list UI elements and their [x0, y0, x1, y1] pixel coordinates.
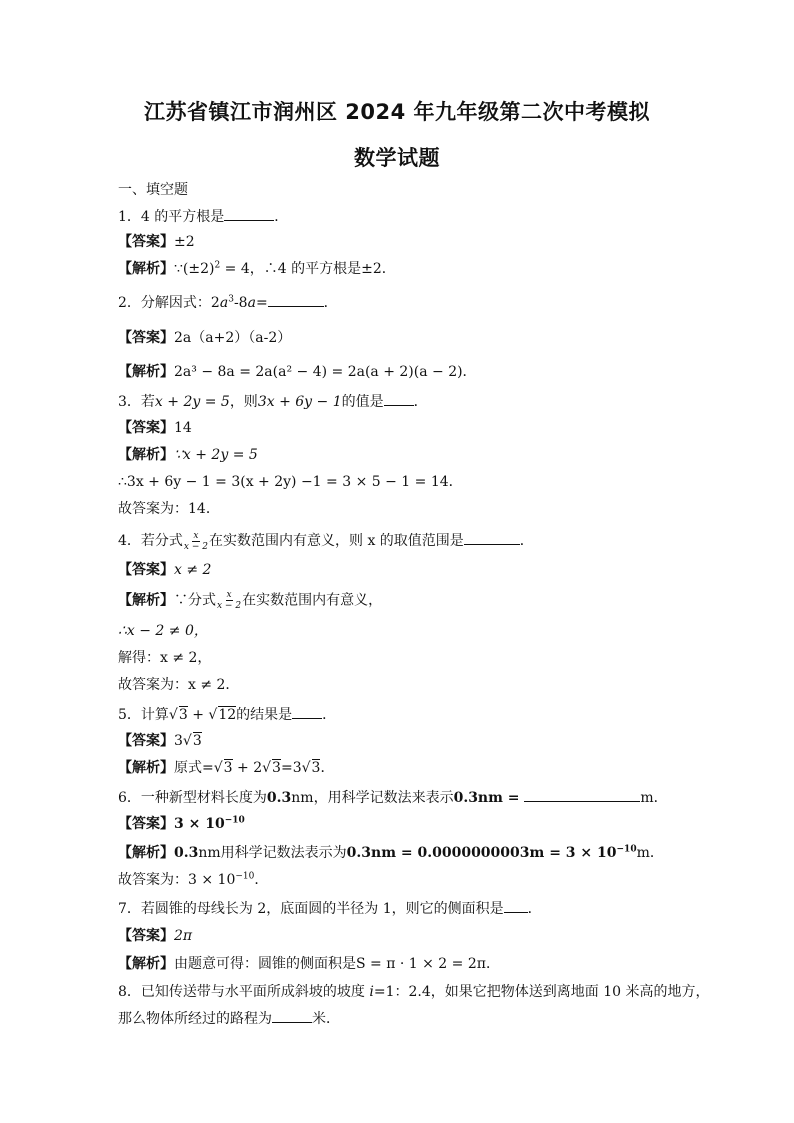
question-8-line2 — [118, 1008, 340, 1029]
exponent: −10 — [235, 871, 255, 882]
question-text: 在实数范围内有意义，则 x 的取值范围是 — [209, 533, 464, 549]
answer-blank — [464, 530, 520, 545]
question-text: =1：2.4，如果它把物体送到离地面 10 米高的地方， — [373, 984, 710, 1000]
answer-1 — [118, 232, 195, 252]
unit: nm — [291, 790, 314, 806]
exponent: 3 — [228, 294, 234, 305]
value: 0.3 — [174, 845, 199, 861]
exponent: −10 — [616, 844, 637, 855]
question-end: ． — [323, 295, 338, 311]
analysis-text: + 2 — [232, 760, 263, 776]
answer-value: ±2 — [174, 234, 195, 250]
question-number: 7． — [118, 901, 141, 917]
question-end: ． — [527, 901, 542, 917]
analysis-text: = 4，∴4 的平方根是±2． — [220, 261, 396, 277]
question-text: ，用科学记数法来表示 — [313, 790, 454, 806]
expression: 3x + 6y − 1 — [257, 394, 342, 410]
answer-value: x ≠ 2 — [174, 562, 212, 578]
analysis-2 — [118, 362, 477, 382]
radicand: 3 — [311, 760, 321, 776]
question-number: 5． — [118, 707, 141, 723]
fraction-denominator: x − 2 — [217, 601, 242, 611]
analysis-text: nm用科学记数法表示为 — [198, 845, 347, 861]
answer-blank — [224, 206, 274, 221]
fraction-numerator: x — [226, 590, 232, 600]
question-end: ． — [413, 394, 428, 410]
question-text: 的结果是 — [236, 707, 293, 723]
analysis-tag: 【解析】 — [118, 592, 174, 609]
question-text: 4 的平方根是 — [140, 209, 225, 225]
question-number: 8． — [118, 984, 141, 1000]
answer-7 — [118, 926, 192, 946]
analysis-text: 在实数范围内有意义， — [242, 592, 383, 609]
answer-2 — [118, 328, 291, 348]
analysis-7 — [118, 954, 500, 974]
answer-tag: 【答案】 — [118, 330, 174, 346]
operator: + — [187, 707, 209, 723]
answer-tag: 【答案】 — [118, 562, 174, 578]
answer-blank — [268, 292, 324, 307]
analysis-end: ． — [320, 760, 335, 776]
answer-3 — [118, 418, 192, 438]
question-number: 1． — [118, 209, 141, 225]
value: 0.3 — [266, 790, 292, 806]
question-number: 4． — [118, 533, 141, 549]
answer-blank — [272, 1008, 312, 1023]
answer-tag: 【答案】 — [118, 234, 174, 250]
analysis-text: 0.3nm = 0.0000000003m = 3 × 10 — [346, 845, 617, 861]
fraction — [217, 590, 241, 611]
radicand: 3 — [178, 707, 188, 723]
expression: 0.3nm = — [453, 790, 525, 806]
exponent: −10 — [224, 815, 245, 826]
unit: m． — [640, 790, 668, 806]
conclusion-4: 故答案为：x ≠ 2． — [118, 677, 240, 693]
question-text: 若 — [140, 394, 155, 410]
answer-blank — [524, 787, 640, 802]
conclusion-3: 故答案为：14． — [118, 501, 220, 517]
analysis-text: 由题意可得：圆锥的侧面积是S = π · 1 × 2 = 2π． — [174, 956, 500, 972]
radicand: 12 — [218, 707, 237, 723]
question-end: 米． — [312, 1011, 340, 1027]
answer-value: 14 — [174, 420, 192, 436]
conclusion-text: 故答案为：3 × 10 — [118, 872, 236, 888]
question-end: ． — [322, 707, 337, 723]
equals: = — [255, 295, 268, 311]
analysis-6 — [118, 843, 664, 863]
question-1 — [118, 206, 288, 227]
analysis-tag: 【解析】 — [118, 447, 174, 463]
answer-blank — [384, 391, 414, 406]
answer-4 — [118, 560, 211, 580]
analysis-tag: 【解析】 — [118, 956, 174, 972]
analysis-text: ∵x + 2y = 5 — [174, 447, 258, 463]
question-number: 3． — [118, 394, 141, 410]
analysis-text: 原式= — [174, 760, 214, 776]
analysis-tag: 【解析】 — [118, 760, 174, 776]
question-number: 6． — [118, 790, 141, 806]
answer-tag: 【答案】 — [118, 928, 174, 944]
fraction — [184, 531, 208, 552]
exponent: 2 — [214, 260, 221, 271]
question-number: 2． — [118, 295, 141, 311]
answer-value: 3 — [174, 733, 183, 749]
analysis-text: ∵分式 — [174, 592, 216, 609]
conclusion-end: ． — [254, 872, 269, 888]
question-end: ． — [519, 533, 534, 549]
question-text: 若圆锥的母线长为 2，底面圆的半径为 1，则它的侧面积是 — [140, 901, 504, 917]
question-text: 一种新型材料长度为 — [140, 790, 267, 806]
condition: x + 2y = 5 — [154, 394, 230, 410]
question-end: ． — [274, 209, 289, 225]
question-text: 分解因式：2 — [140, 295, 220, 311]
document-title: 江苏省镇江市润州区 2024 年九年级第二次中考模拟 — [143, 100, 651, 124]
question-text: 的值是 — [341, 394, 384, 410]
analysis-3 — [118, 445, 258, 465]
analysis-4 — [118, 590, 382, 611]
question-7 — [118, 898, 542, 919]
answer-5: 【答案】3√3 — [118, 733, 202, 749]
question-2 — [118, 292, 338, 313]
answer-blank — [292, 704, 322, 719]
question-6 — [118, 787, 668, 808]
answer-value: 3 × 10 — [174, 816, 225, 832]
analysis-text: 2a³ − 8a = 2a(a² − 4) = 2a(a + 2)(a − 2)． — [174, 364, 477, 380]
analysis-3-step: ∴3x + 6y − 1 = 3(x + 2y) −1 = 3 × 5 − 1 = 14． — [118, 474, 463, 490]
fraction-numerator: x — [193, 530, 199, 541]
analysis-tag: 【解析】 — [118, 261, 174, 277]
answer-6 — [118, 814, 245, 834]
analysis-text: ∵(±2) — [174, 261, 215, 277]
radicand: 3 — [223, 760, 233, 776]
conclusion-6 — [118, 870, 268, 890]
answer-value: 2π — [174, 928, 193, 944]
analysis-tag: 【解析】 — [118, 364, 174, 380]
question-text: -8 — [233, 295, 248, 311]
answer-value: 2a（a+2）（a-2） — [174, 330, 292, 346]
variable: a — [247, 295, 256, 311]
answer-tag: 【答案】 — [118, 816, 174, 832]
analysis-1 — [118, 259, 396, 279]
analysis-4-solve: 解得：x ≠ 2， — [118, 650, 212, 666]
section-heading: 一、填空题 — [118, 182, 188, 198]
answer-tag: 【答案】 — [118, 733, 174, 749]
radicand: 3 — [192, 733, 202, 749]
variable: a — [219, 295, 229, 311]
question-text: 若分式 — [140, 533, 183, 549]
variable: i — [369, 984, 374, 1000]
analysis-text: =3 — [280, 760, 302, 776]
question-text: 计算 — [140, 707, 169, 723]
question-4 — [118, 530, 534, 552]
question-5: 5．计算√3 + √12的结果是 ． — [118, 704, 336, 725]
radicand: 3 — [272, 760, 281, 776]
fraction-denominator: x − 2 — [183, 541, 208, 552]
question-8 — [118, 982, 709, 1002]
answer-blank — [504, 898, 528, 913]
question-text: ，则 — [229, 394, 258, 410]
analysis-5: 【解析】原式=√3 + 2√3=3√3． — [118, 760, 335, 776]
document-subtitle: 数学试题 — [354, 146, 440, 170]
analysis-4-step: ∴x − 2 ≠ 0， — [118, 623, 208, 639]
question-3 — [118, 391, 428, 412]
question-text: 已知传送带与水平面所成斜坡的坡度 — [140, 984, 370, 1000]
question-text: 那么物体所经过的路程为 — [118, 1011, 272, 1027]
analysis-tag: 【解析】 — [118, 845, 174, 861]
answer-tag: 【答案】 — [118, 420, 174, 436]
unit: m． — [636, 845, 664, 861]
